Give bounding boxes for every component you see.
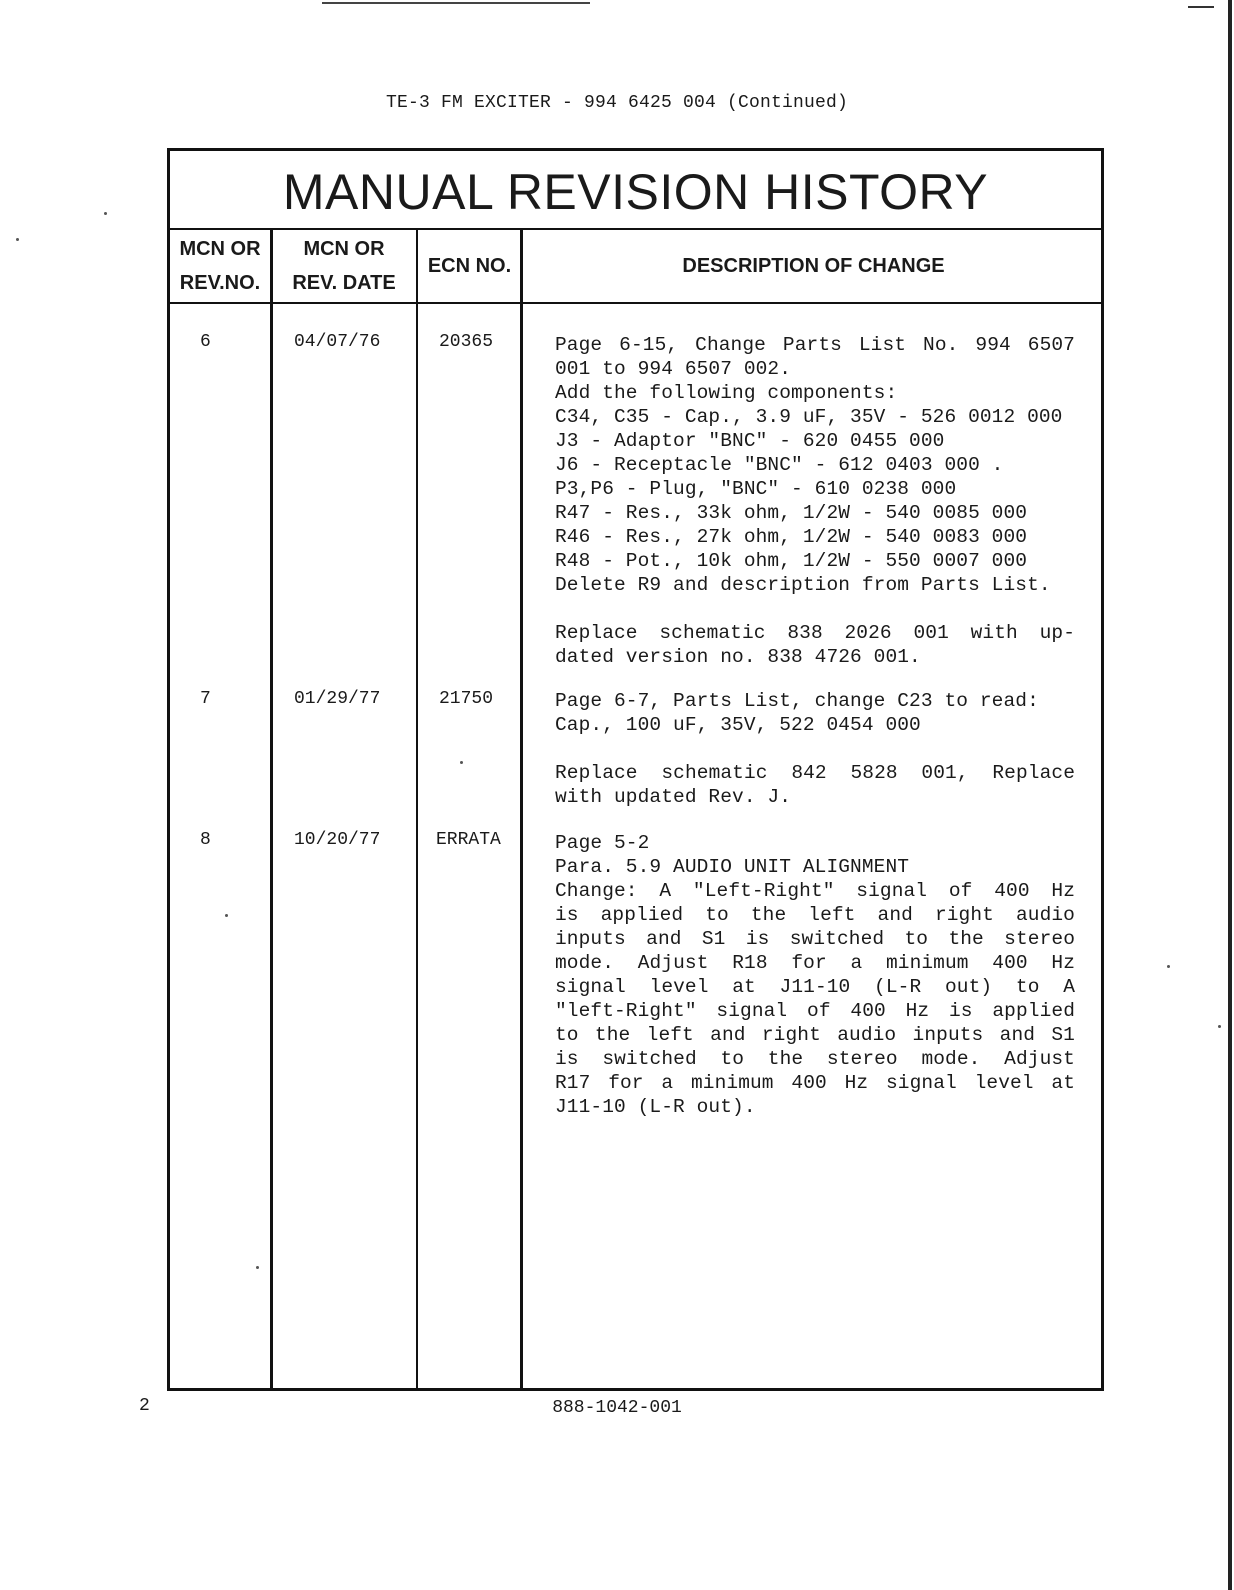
row-3-desc-line: inputs and S1 is switched to the stereo <box>555 928 1075 950</box>
table-title: MANUAL REVISION HISTORY <box>170 151 1101 230</box>
row-1-desc-line: P3,P6 - Plug, "BNC" - 610 0238 000 <box>555 478 957 500</box>
row-3-desc-line: R17 for a minimum 400 Hz signal level at <box>555 1072 1075 1094</box>
row-3-desc-line: Para. 5.9 AUDIO UNIT ALIGNMENT <box>555 856 910 878</box>
row-1-ecn: 20365 <box>439 332 494 352</box>
row-3-desc-line: J11-10 (L-R out). <box>555 1096 756 1118</box>
scan-speck <box>16 238 19 241</box>
scan-speck <box>1218 1025 1221 1028</box>
row-3-rev-date: 10/20/77 <box>294 830 381 850</box>
column-divider-1 <box>270 230 273 1388</box>
scan-right-edge <box>1228 0 1232 1590</box>
row-1-desc-line: dated version no. 838 4726 001. <box>555 646 921 668</box>
row-3-rev-no: 8 <box>200 830 211 850</box>
row-2-desc-gap <box>555 737 1075 761</box>
row-1-desc-line: C34, C35 - Cap., 3.9 uF, 35V - 526 0012 000 <box>555 406 1063 428</box>
page-number: 2 <box>139 1396 150 1416</box>
row-1-desc-line: 001 to 994 6507 002. <box>555 358 792 380</box>
row-1-rev-no: 6 <box>200 332 211 352</box>
row-2-desc-line: Cap., 100 uF, 35V, 522 0454 000 <box>555 714 921 736</box>
row-1-rev-date: 04/07/76 <box>294 332 381 352</box>
row-3-desc-line: to the left and right audio inputs and S1 <box>555 1024 1075 1046</box>
scan-speck <box>104 212 107 215</box>
row-1-desc-line: Add the following components: <box>555 382 898 404</box>
row-2-rev-date: 01/29/77 <box>294 689 381 709</box>
column-divider-3 <box>520 230 523 1388</box>
row-1-desc-gap <box>555 597 1075 621</box>
row-1-desc-line: R47 - Res., 33k ohm, 1/2W - 540 0085 000 <box>555 502 1028 524</box>
row-1-desc-line: R46 - Res., 27k ohm, 1/2W - 540 0083 000 <box>555 526 1028 548</box>
row-3-desc-line: is switched to the stereo mode. Adjust <box>555 1048 1075 1070</box>
header-rev-date-line2: REV. DATE <box>292 272 396 294</box>
scan-speck <box>225 914 228 917</box>
row-3-desc-line: Page 5-2 <box>555 832 650 854</box>
scan-speck <box>460 761 463 764</box>
row-1-desc-line: J3 - Adaptor "BNC" - 620 0455 000 <box>555 430 945 452</box>
scan-speck <box>256 1266 259 1269</box>
row-1-desc-line: Delete R9 and description from Parts List. <box>555 574 1051 596</box>
row-2-rev-no: 7 <box>200 689 211 709</box>
scan-corner-mark <box>1188 6 1214 8</box>
running-header: TE-3 FM EXCITER - 994 6425 004 (Continued) <box>385 93 849 113</box>
row-2-description <box>555 689 1075 809</box>
row-3-ecn: ERRATA <box>436 830 501 850</box>
row-3-desc-line: "left-Right" signal of 400 Hz is applied <box>555 1000 1075 1022</box>
header-description-label: DESCRIPTION OF CHANGE <box>682 255 945 277</box>
row-3-description <box>555 831 1075 1119</box>
document-number: 888-1042-001 <box>552 1398 682 1418</box>
row-2-ecn: 21750 <box>439 689 494 709</box>
row-3-desc-line: signal level at J11-10 (L-R out) to A <box>555 976 1075 998</box>
row-1-description <box>555 333 1075 669</box>
column-divider-2 <box>416 230 418 1388</box>
header-rev-no-line1: MCN OR <box>179 238 261 260</box>
row-2-desc-line: Page 6-7, Parts List, change C23 to read: <box>555 690 1039 712</box>
row-1-desc-line: Page 6-15, Change Parts List No. 994 6507 <box>555 334 1075 356</box>
row-3-desc-line: mode. Adjust R18 for a minimum 400 Hz <box>555 952 1075 974</box>
header-rev-date-line1: MCN OR <box>303 238 385 260</box>
header-rev-no-line2: REV.NO. <box>179 272 261 294</box>
scan-top-rule <box>322 2 590 4</box>
row-2-desc-line: with updated Rev. J. <box>555 786 792 808</box>
row-1-desc-line: J6 - Receptacle "BNC" - 612 0403 000 . <box>555 454 1004 476</box>
header-rule <box>170 230 1101 304</box>
row-3-desc-line: Change: A "Left-Right" signal of 400 Hz <box>555 880 1075 902</box>
row-2-desc-line: Replace schematic 842 5828 001, Replace <box>555 762 1075 784</box>
revision-history-table <box>167 148 1104 1391</box>
row-1-desc-line: R48 - Pot., 10k ohm, 1/2W - 550 0007 000 <box>555 550 1028 572</box>
row-1-desc-line: Replace schematic 838 2026 001 with up- <box>555 622 1075 644</box>
row-3-desc-line: is applied to the left and right audio <box>555 904 1075 926</box>
header-ecn-label: ECN NO. <box>427 255 512 277</box>
scan-speck <box>1167 965 1170 968</box>
